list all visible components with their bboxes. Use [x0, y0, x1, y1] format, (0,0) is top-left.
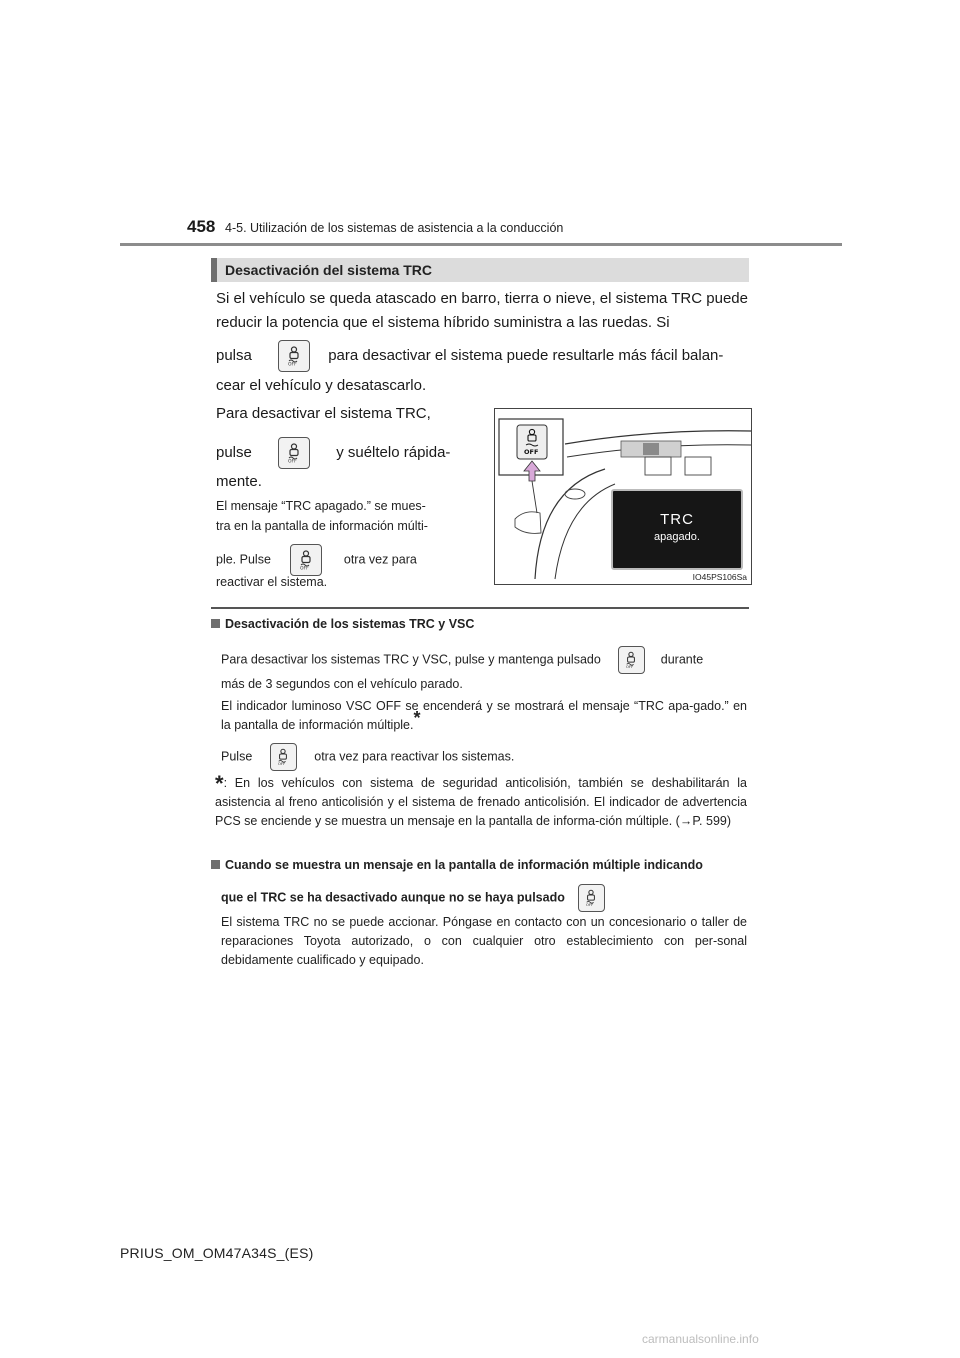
intro-line-with-icon — [216, 340, 748, 374]
model-code: PRIUS_OM_OM47A34S_(ES) — [120, 1245, 314, 1261]
svg-text:OFF: OFF — [586, 902, 594, 907]
step-line-2 — [216, 437, 466, 471]
off-label: OFF — [524, 448, 539, 456]
trc-off-button-icon — [618, 646, 645, 674]
chapter-title: 4-5. Utilización de los sistemas de asistencia a la conducción — [225, 221, 564, 235]
bullet-square-icon — [211, 860, 220, 869]
vsc-line-5 — [221, 743, 747, 773]
message-heading-line2 — [221, 884, 605, 914]
step-pulse: pulse — [216, 443, 252, 461]
step-after: y suéltelo rápida- — [336, 443, 451, 461]
note-ple: ple. Pulse — [216, 552, 271, 567]
section-title: Desactivación del sistema TRC — [225, 262, 432, 278]
intro-text-2: para desactivar el sistema puede resultarle más fácil balan- — [328, 346, 724, 364]
svg-text:OFF: OFF — [626, 664, 634, 669]
step-line-1: Para desactivar el sistema TRC, — [216, 405, 431, 422]
watermark: carmanualsonline.info — [642, 1332, 759, 1346]
message-heading — [211, 858, 703, 872]
header-divider — [120, 243, 842, 246]
vsc-p1-after: durante — [660, 652, 704, 667]
multi-info-display — [611, 489, 743, 570]
vsc-p3-pulse: Pulse — [221, 749, 253, 764]
display-apagado-text: apagado. — [654, 531, 700, 543]
step-line-3: mente. — [216, 473, 262, 490]
svg-text:OFF: OFF — [300, 566, 310, 570]
vsc-p2: El indicador luminoso VSC OFF se encenderá y se mostrará el mensaje “TRC apa-gado.” en la pantalla de información múltiple. — [221, 699, 747, 732]
message-body: El sistema TRC no se puede accionar. Póngase en contacto con un concesionario o taller de reparaciones Toyota autorizado, o con cualquier otro establecimiento con per-sonal debidamente cualificado y equipado. — [221, 915, 747, 967]
section-divider — [211, 607, 749, 609]
asterisk-mark: * — [413, 707, 421, 728]
svg-text:OFF: OFF — [288, 362, 297, 366]
trc-off-button-icon — [278, 340, 310, 372]
intro-paragraph — [216, 287, 748, 335]
message-heading-line1: Cuando se muestra un mensaje en la pantalla de información múltiple indicando — [225, 858, 703, 872]
note-line-1: El mensaje “TRC apagado.” se mues- — [216, 499, 426, 513]
vsc-heading-text: Desactivación de los sistemas TRC y VSC — [225, 617, 475, 631]
vsc-paragraph-2 — [221, 697, 747, 735]
figure-caption: IO45PS106Sa — [692, 572, 747, 582]
page-number: 458 — [187, 217, 216, 236]
intro-text: Si el vehículo se queda atascado en barro, tierra o nieve, el sistema TRC puede reducir la potencia que el sistema híbrido suministra a las ruedas. Si — [216, 290, 748, 331]
note-line-4: reactivar el sistema. — [216, 575, 328, 589]
display-trc-text: TRC — [660, 511, 694, 528]
section-marker — [211, 258, 217, 282]
intro-pulsa: pulsa — [216, 346, 252, 364]
footnote — [215, 771, 747, 831]
trc-off-button-icon — [278, 437, 310, 469]
footnote-asterisk: * — [215, 771, 224, 796]
message-heading-text2: que el TRC se ha desactivado aunque no se haya pulsado — [221, 890, 565, 905]
bullet-square-icon — [211, 619, 220, 628]
svg-text:OFF: OFF — [277, 761, 286, 766]
vsc-p1-before: Para desactivar los sistemas TRC y VSC, pulse y mantenga pulsado — [221, 652, 601, 667]
note-after: otra vez para — [343, 552, 417, 567]
dashboard-figure — [494, 408, 752, 585]
footnote-text: : En los vehículos con sistema de seguridad anticolisión, también se deshabilitarán la asistencia al freno anticolisión y el sistema de frenado anticolisión. El indicador de advertencia PCS se enciende y se muestra un mensaje en la pantalla de informa-ción múltiple. (→P. 599) — [215, 776, 747, 828]
trc-off-button-icon — [270, 743, 297, 771]
vsc-heading — [211, 617, 474, 631]
intro-line-3: cear el vehículo y desatascarlo. — [216, 377, 427, 394]
section-title-bar — [211, 258, 749, 282]
vsc-line-1 — [221, 646, 747, 674]
vsc-line-2: más de 3 segundos con el vehículo parado. — [221, 677, 463, 691]
note-line-2: tra en la pantalla de información múlti- — [216, 519, 428, 533]
svg-text:OFF: OFF — [288, 459, 297, 463]
vsc-p3-after: otra vez para reactivar los sistemas. — [314, 749, 515, 764]
trc-off-button-icon — [578, 884, 605, 912]
